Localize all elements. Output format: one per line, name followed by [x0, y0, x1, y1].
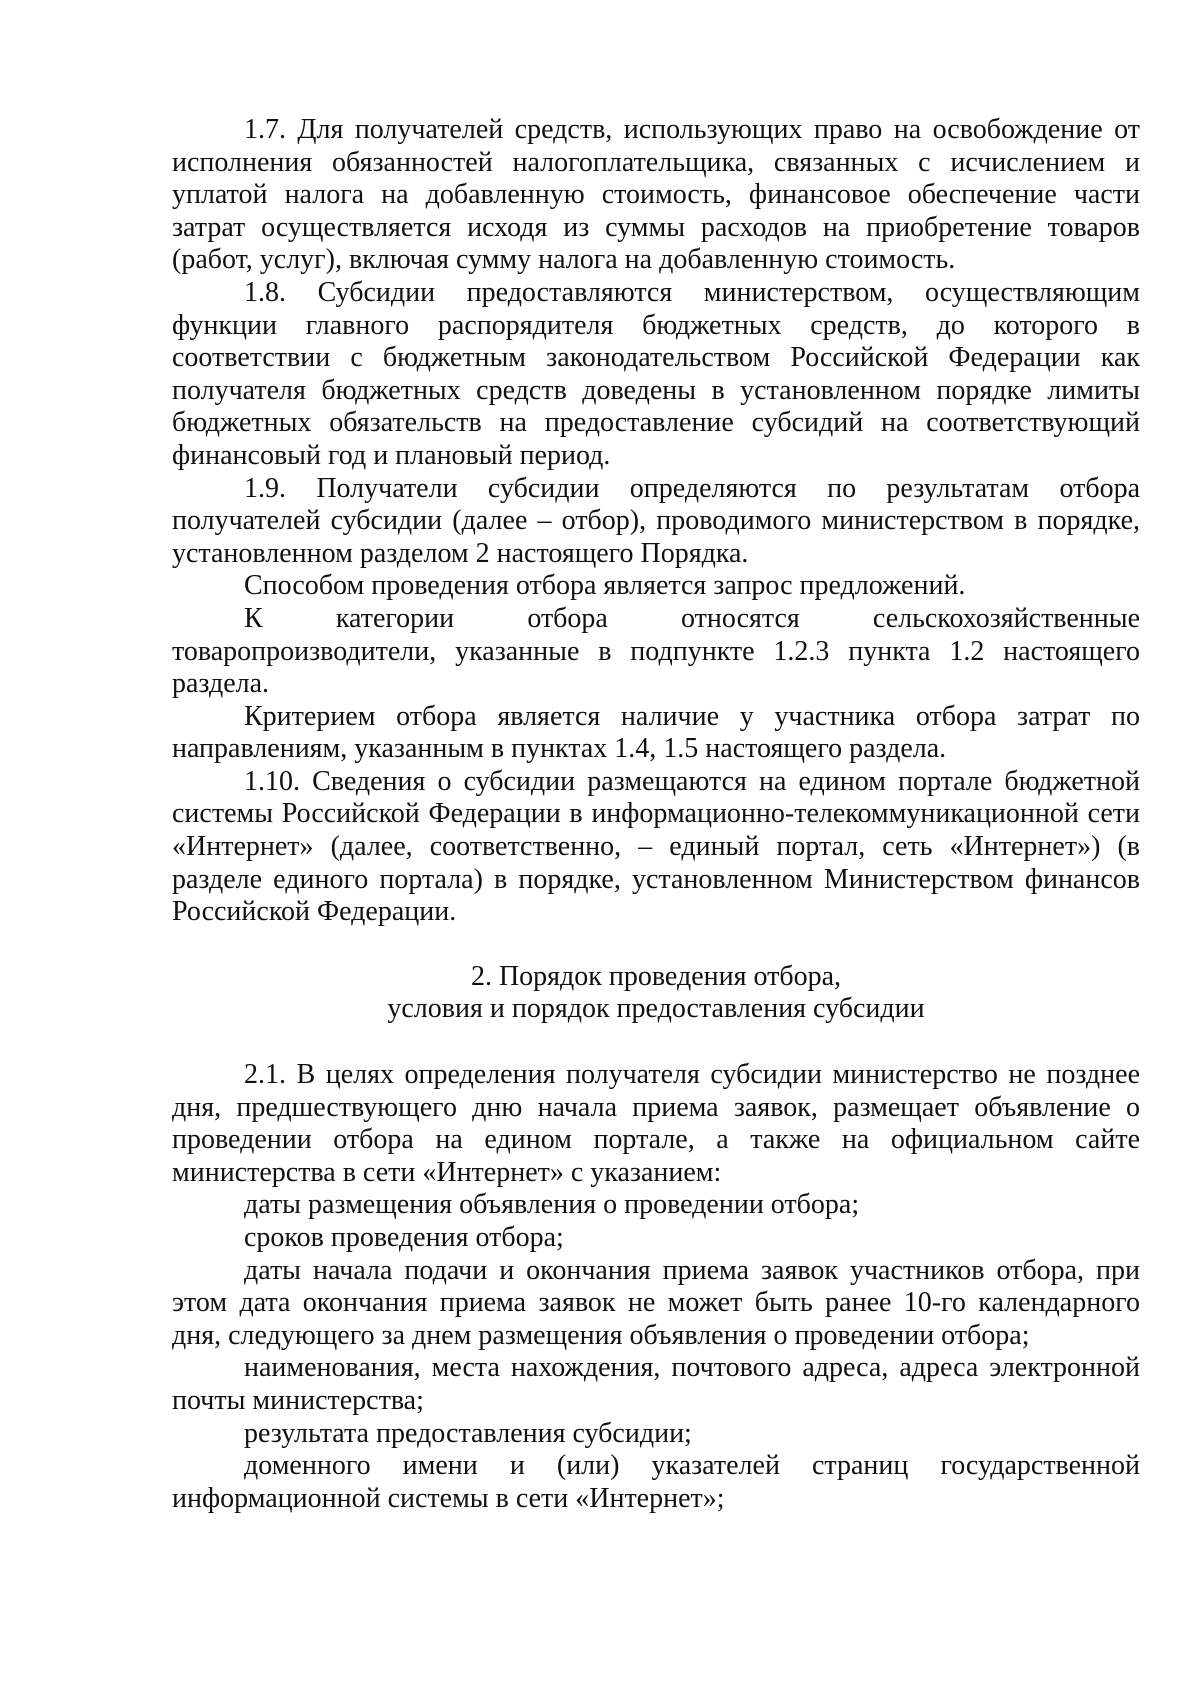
paragraph-selection-criterion: Критерием отбора является наличие у участника отбора затрат по направлениям, указанным в пунктах 1.4, 1.5 настоящего раздела.: [172, 700, 1140, 765]
list-item-subsidy-result: результата предоставления субсидии;: [244, 1417, 692, 1449]
section-2-heading-line-1: 2. Порядок проведения отбора,: [470, 960, 842, 992]
paragraph-2-1: 2.1. В целях определения получателя субсидии министерство не позднее дня, предшествующего дню начала приема заявок, размещает объявление о проведении отбора на едином портале, а также на официальном сайте министерства в сети «Интернет» с указанием:: [172, 1059, 1140, 1188]
paragraph-1-8: 1.8. Субсидии предоставляются министерством, осуществляющим функции главного распорядителя бюджетных средств, до которого в соответствии с бюджетным законодательством Российской Федерации как получателя бюджетных средств доведены в установленном порядке лимиты бюджетных обязательств на предоставление субсидий на соответствующий финансовый год и плановый период.: [172, 276, 1140, 471]
paragraph-1-7: 1.7. Для получателей средств, использующих право на освобождение от исполнения обязанностей налогоплательщика, связанных с исчислением и уплатой налога на добавленную стоимость, финансовое обеспечение части затрат осуществляется исходя из суммы расходов на приобретение товаров (работ, услуг), включая сумму налога на добавленную стоимость.: [172, 114, 1140, 276]
paragraph-1-9: 1.9. Получатели субсидии определяются по результатам отбора получателей субсидии (далее – отбор), проводимого министерством в порядке, установленном разделом 2 настоящего Порядка.: [172, 472, 1140, 569]
list-item-announcement-date: даты размещения объявления о проведении отбора;: [244, 1189, 860, 1221]
document-body: [172, 114, 1140, 1515]
list-item-application-dates: даты начала подачи и окончания приема заявок участников отбора, при этом дата окончания приема заявок не может быть ранее 10-го календарного дня, следующего за днем размещения объявления о проведении отбора;: [172, 1254, 1140, 1351]
section-2-heading: [172, 961, 1140, 1026]
list-item-ministry-contacts: наименования, места нахождения, почтового адреса, адреса электронной почты министерства;: [172, 1352, 1140, 1416]
list-item-selection-period: сроков проведения отбора;: [244, 1222, 564, 1253]
list-item-domain-name: доменного имени и (или) указателей страниц государственной информационной системы в сети «Интернет»;: [172, 1450, 1140, 1514]
section-2-heading-line-2: условия и порядок предоставления субсидии: [387, 993, 925, 1025]
paragraph-1-10: 1.10. Сведения о субсидии размещаются на едином портале бюджетной системы Российской Федерации в информационно-телекоммуникационной сети «Интернет» (далее, соответственно, – единый портал, сеть «Интернет») (в разделе единого портала) в порядке, установленном Министерством финансов Российской Федерации.: [172, 765, 1140, 928]
paragraph-selection-method: Способом проведения отбора является запрос предложений.: [244, 570, 966, 602]
paragraph-selection-category: К категории отбора относятся сельскохозяйственные товаропроизводители, указанные в подпункте 1.2.3 пункта 1.2 настоящего раздела.: [172, 602, 1140, 700]
